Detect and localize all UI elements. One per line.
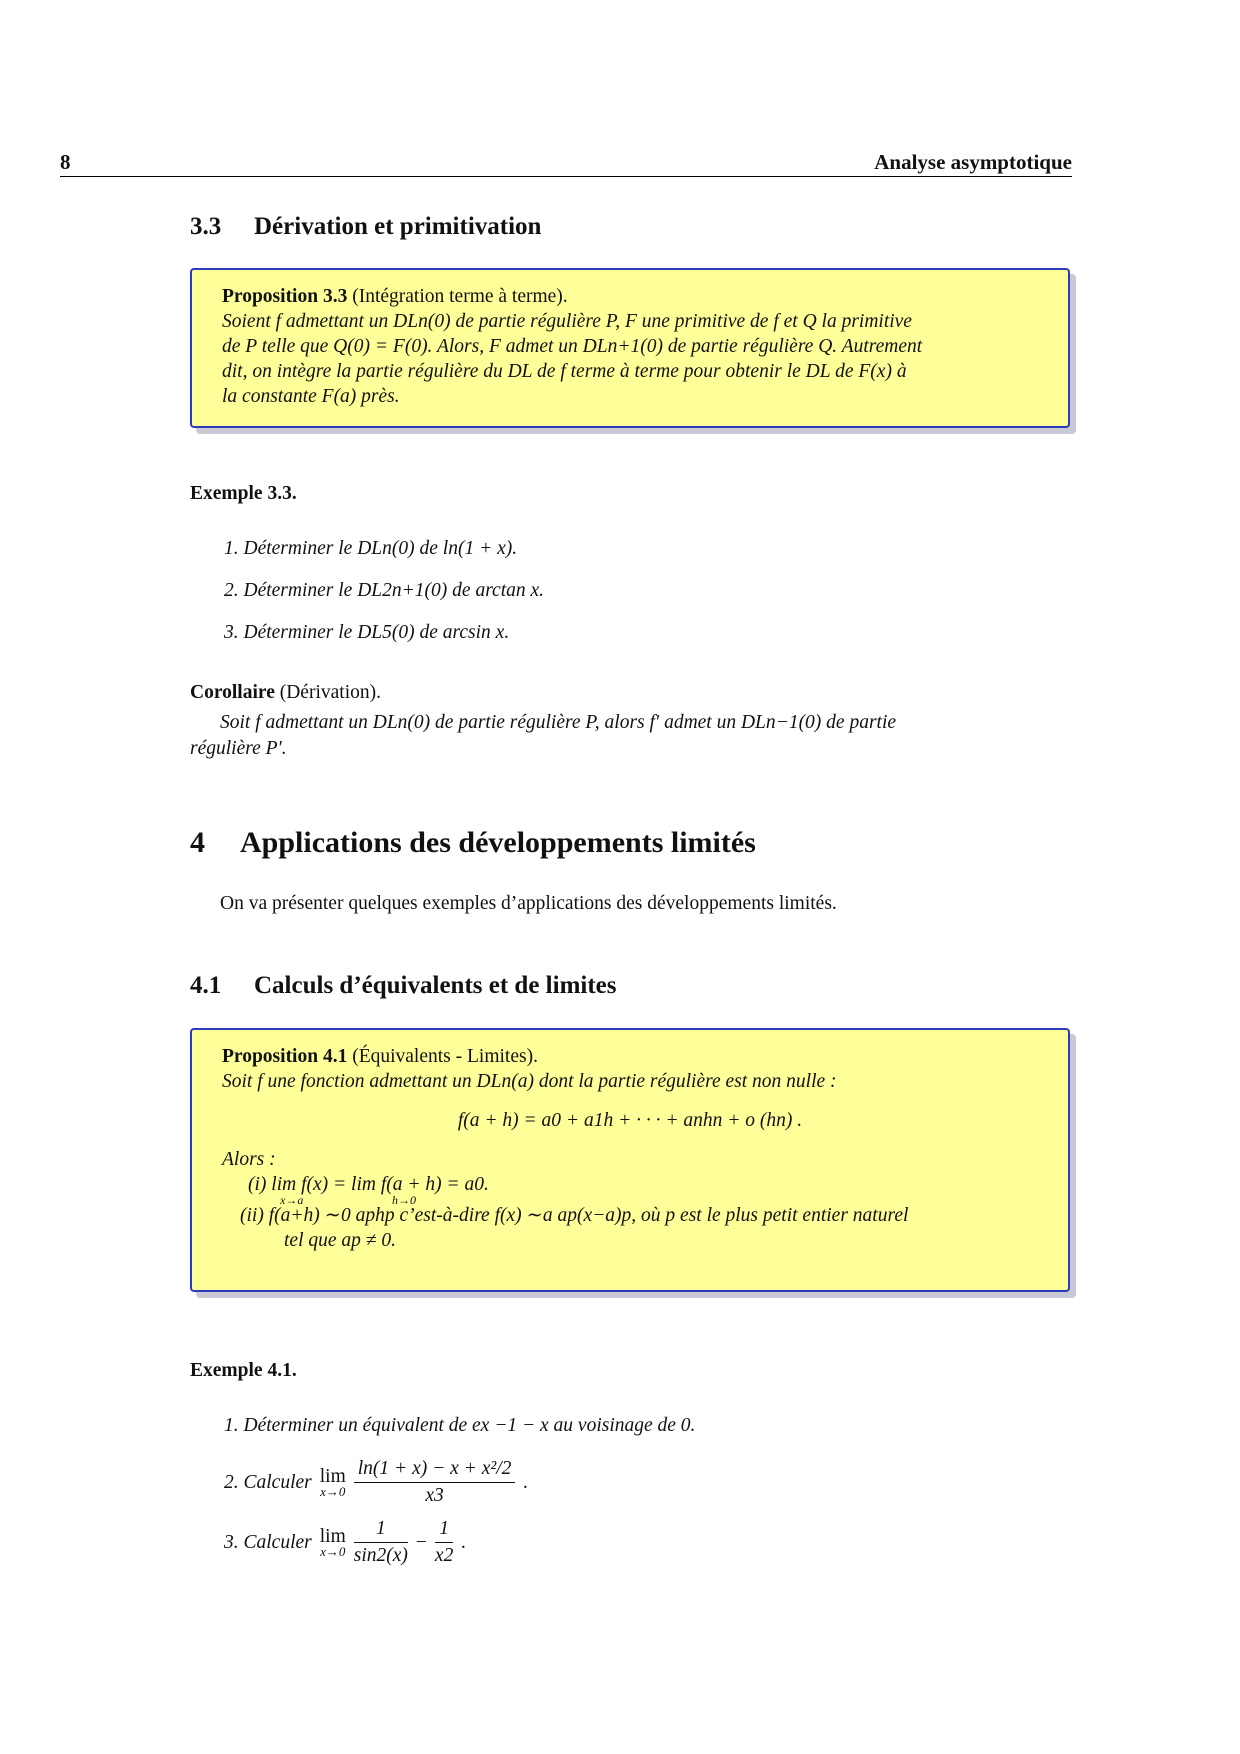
proposition-3-3-box [190, 268, 1070, 428]
example-item [224, 1458, 528, 1507]
corollary-line: Soit f admettant un DLn(0) de partie régulière P, alors f′ admet un DLn−1(0) de partie [220, 712, 897, 733]
fraction-numerator: 1 [354, 1518, 408, 1543]
example-item-prefix: 2. Calculer [224, 1471, 312, 1493]
corollary-heading [190, 680, 381, 705]
example-item: 3. Déterminer le DL5(0) de arcsin x. [224, 622, 510, 643]
example-3-3-label: Exemple 3.3. [190, 483, 297, 504]
proposition-line: dit, on intègre la partie régulière du DL de f terme à terme pour obtenir le DL de F(x) à [222, 361, 907, 382]
limit-operator [319, 1465, 346, 1499]
minus-sign: − [415, 1531, 427, 1553]
subsection-number: 3.3 [190, 213, 222, 240]
fraction [354, 1518, 408, 1567]
subsection-title: Dérivation et primitivation [254, 213, 542, 240]
page-number: 8 [60, 150, 71, 174]
proposition-item-ii-cont: tel que ap ≠ 0. [284, 1230, 396, 1251]
fraction [354, 1458, 516, 1507]
corollary-name: (Dérivation). [279, 682, 381, 703]
punctuation: . [461, 1531, 467, 1553]
proposition-line: Soit f une fonction admettant un DLn(a) dont la partie régulière est non nulle : [222, 1071, 837, 1092]
proposition-item-i: (i) lim f(x) = lim f(a + h) = a0. [248, 1174, 489, 1195]
example-item-prefix: 3. Calculer [224, 1531, 312, 1553]
limit-subscript: x→0 [320, 1483, 346, 1499]
subsection-heading-3-3 [190, 213, 541, 241]
header-rule [60, 176, 1072, 177]
fraction-numerator: ln(1 + x) − x + x²/2 [354, 1458, 516, 1483]
corollary-line: régulière P′. [190, 738, 287, 759]
example-item: 2. Déterminer le DL2n+1(0) de arctan x. [224, 580, 545, 601]
limit-subscript: x→a [280, 1193, 304, 1207]
punctuation: . [523, 1471, 529, 1493]
fraction-denominator: sin2(x) [353, 1545, 408, 1566]
proposition-name: (Intégration terme à terme). [352, 286, 568, 307]
running-title: Analyse asymptotique [874, 150, 1072, 174]
example-item [224, 1518, 466, 1567]
subsection-title: Calculs d’équivalents et de limites [254, 972, 617, 999]
limit-subscript: x→0 [320, 1543, 346, 1559]
proposition-item-ii: (ii) f(a+h) ∼0 aphp c’est-à-dire f(x) ∼a ap(x−a)p, où p est le plus petit entier naturel [240, 1205, 909, 1226]
example-item: 1. Déterminer le DLn(0) de ln(1 + x). [224, 538, 518, 559]
proposition-line: de P telle que Q(0) = F(0). Alors, F admet un DLn+1(0) de partie régulière Q. Autrement [222, 336, 923, 357]
limit-word: lim [319, 1465, 346, 1487]
section-title: Applications des développements limités [240, 826, 756, 859]
limit-word: lim [319, 1525, 346, 1547]
limit-subscript: h→0 [392, 1193, 416, 1207]
proposition-line: la constante F(a) près. [222, 386, 400, 407]
example-4-1-label: Exemple 4.1. [190, 1360, 297, 1381]
corollary-label: Corollaire [190, 682, 275, 703]
limit-operator [319, 1525, 346, 1559]
section-intro: On va présenter quelques exemples d’applications des développements limités. [220, 893, 837, 914]
proposition-name: (Équivalents - Limites). [352, 1046, 538, 1067]
proposition-label: Proposition 4.1 [222, 1046, 348, 1067]
proposition-line: Soient f admettant un DLn(0) de partie régulière P, F une primitive de f et Q la primitive [222, 311, 912, 332]
section-heading-4 [190, 826, 756, 860]
fraction-denominator: x3 [425, 1485, 444, 1506]
proposition-label: Proposition 3.3 [222, 286, 348, 307]
fraction-numerator: 1 [435, 1518, 453, 1543]
section-number: 4 [190, 826, 205, 859]
proposition-alors: Alors : [222, 1149, 276, 1170]
subsection-heading-4-1 [190, 972, 617, 1000]
subsection-number: 4.1 [190, 972, 222, 999]
proposition-4-1-box [190, 1028, 1070, 1292]
fraction [435, 1518, 453, 1567]
fraction-denominator: x2 [434, 1545, 454, 1566]
proposition-formula: f(a + h) = a0 + a1h + · · · + anhn + o (hn) . [457, 1110, 803, 1131]
example-item: 1. Déterminer un équivalent de ex −1 − x au voisinage de 0. [224, 1415, 696, 1436]
